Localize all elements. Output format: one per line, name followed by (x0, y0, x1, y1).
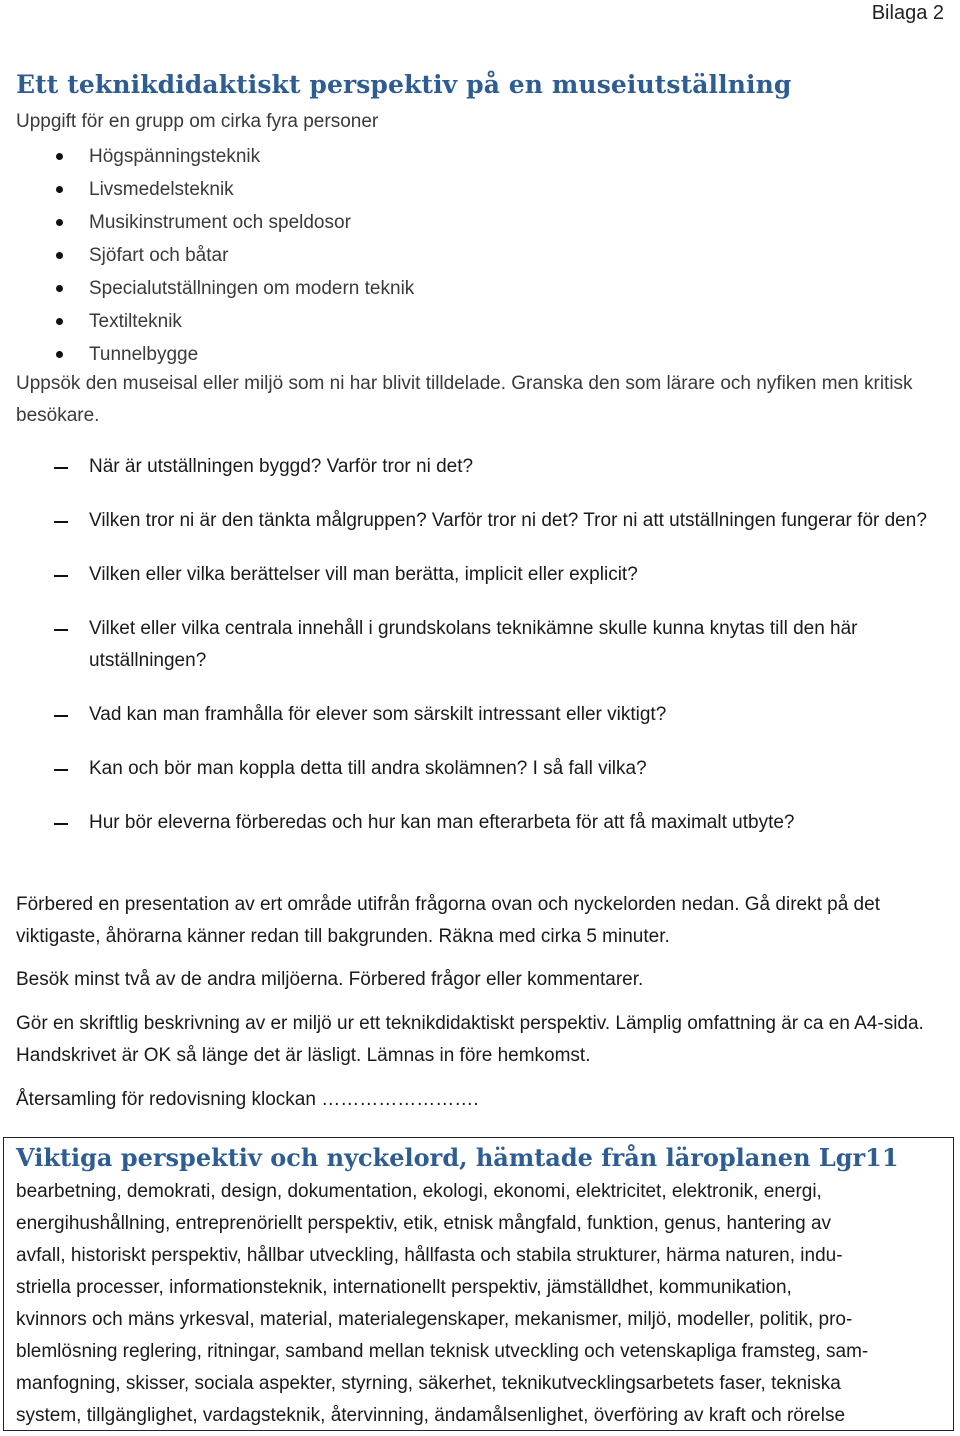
question-text: När är utställningen byggd? Varför tror ni det? (89, 456, 474, 477)
dash-icon (54, 575, 68, 577)
bullet-icon (56, 318, 63, 325)
bullet-icon (56, 252, 63, 259)
list-item (0, 613, 950, 677)
list-item (0, 505, 950, 537)
exhibit-label: Tunnelbygge (89, 344, 199, 365)
list-item (0, 807, 950, 839)
question-text: Hur bör eleverna förberedas och hur kan man efterarbeta för att få maximalt utbyte? (89, 812, 795, 833)
keywords-box (3, 1137, 954, 1431)
question-text: Kan och bör man koppla detta till andra skolämnen? I så fall vilka? (89, 758, 647, 779)
exhibit-label: Musikinstrument och speldosor (89, 212, 351, 233)
task-intro: Uppgift för en grupp om cirka fyra personer (16, 111, 379, 132)
list-item (0, 559, 950, 591)
keywords-title: Viktiga perspektiv och nyckelord, hämtade från läroplanen Lgr11 (16, 1143, 899, 1172)
list-item (0, 305, 414, 338)
question-text: Vilken tror ni är den tänkta målgruppen? Varför tror ni det? Tror ni att utställningen fungerar för den? (89, 510, 927, 531)
list-item (0, 338, 414, 371)
question-text: Vilket eller vilka centrala innehåll i grundskolans teknikämne skulle kunna knytas till den här utställningen? (89, 618, 858, 671)
bullet-icon (56, 219, 63, 226)
list-item (0, 272, 414, 305)
question-text: Vilken eller vilka berättelser vill man berätta, implicit eller explicit? (89, 564, 638, 585)
write-paragraph: Gör en skriftlig beskrivning av er miljö ur ett teknikdidaktiskt perspektiv. Lämplig omfattning är ca en A4-sida. Handskrivet är OK så länge det är läsligt. Lämnas in före hemkomst. (16, 1013, 924, 1066)
dash-icon (54, 629, 68, 631)
bullet-icon (56, 153, 63, 160)
prepare-paragraph: Förbered en presentation av ert område utifrån frågorna ovan och nyckelorden nedan. Gå direkt på det viktigaste, åhörarna känner redan till bakgrunden. Räkna med cirka 5 minuter. (16, 894, 880, 947)
list-item (0, 451, 950, 483)
list-item (0, 140, 414, 173)
question-list (0, 451, 950, 861)
instruction-paragraph: Uppsök den museisal eller miljö som ni har blivit tilldelade. Granska den som lärare och nyfiken men kritisk besökare. (16, 373, 913, 426)
bullet-icon (56, 285, 63, 292)
visit-paragraph: Besök minst två av de andra miljöerna. Förbered frågor eller kommentarer. (16, 969, 644, 990)
list-item (0, 699, 950, 731)
exhibit-label: Textilteknik (89, 311, 182, 332)
exhibit-label: Specialutställningen om modern teknik (89, 278, 415, 299)
dash-icon (54, 467, 68, 469)
dash-icon (54, 715, 68, 717)
exhibit-label: Livsmedelsteknik (89, 179, 234, 200)
dash-icon (54, 521, 68, 523)
reassembly-paragraph: Återsamling för redovisning klockan ……………………. (16, 1089, 479, 1110)
exhibit-label: Högspänningsteknik (89, 146, 261, 167)
list-item (0, 753, 950, 785)
question-text: Vad kan man framhålla för elever som särskilt intressant eller viktigt? (89, 704, 667, 725)
document-title: Ett teknikdidaktiskt perspektiv på en museiutställning (16, 70, 792, 99)
bullet-icon (56, 186, 63, 193)
keywords-text: bearbetning, demokrati, design, dokumentation, ekologi, ekonomi, elektricitet, elektronik, energi, energihushållning, entreprenöriellt perspektiv, etik, etnisk mångfald, funktion, genus, hantering av avfall, historiskt perspektiv, hållbar utveckling, hållfasta och stabila strukturer, härma naturen, indu- striella processer, informationsteknik, internationellt perspektiv, jämställdhet, kommunikation, kvinnors och mäns yrkesval, material, materialegenskaper, mekanismer, miljö, modeller, politik, pro- blemlösning reglering, ritningar, samband mellan teknisk utveckling och vetenskapliga framsteg, sam- manfogning, skisser, sociala aspekter, styrning, säkerhet, teknikutvecklingsarbetets faser, tekniska system, tillgänglighet, vardagsteknik, återvinning, ändamålsenlighet, överföring av kraft och rörelse (16, 1181, 869, 1426)
dash-icon (54, 769, 68, 771)
list-item (0, 173, 414, 206)
list-item (0, 239, 414, 272)
exhibit-label: Sjöfart och båtar (89, 245, 229, 266)
bullet-icon (56, 351, 63, 358)
exhibit-list (0, 140, 414, 371)
dash-icon (54, 823, 68, 825)
list-item (0, 206, 414, 239)
appendix-label: Bilaga 2 (871, 2, 944, 24)
